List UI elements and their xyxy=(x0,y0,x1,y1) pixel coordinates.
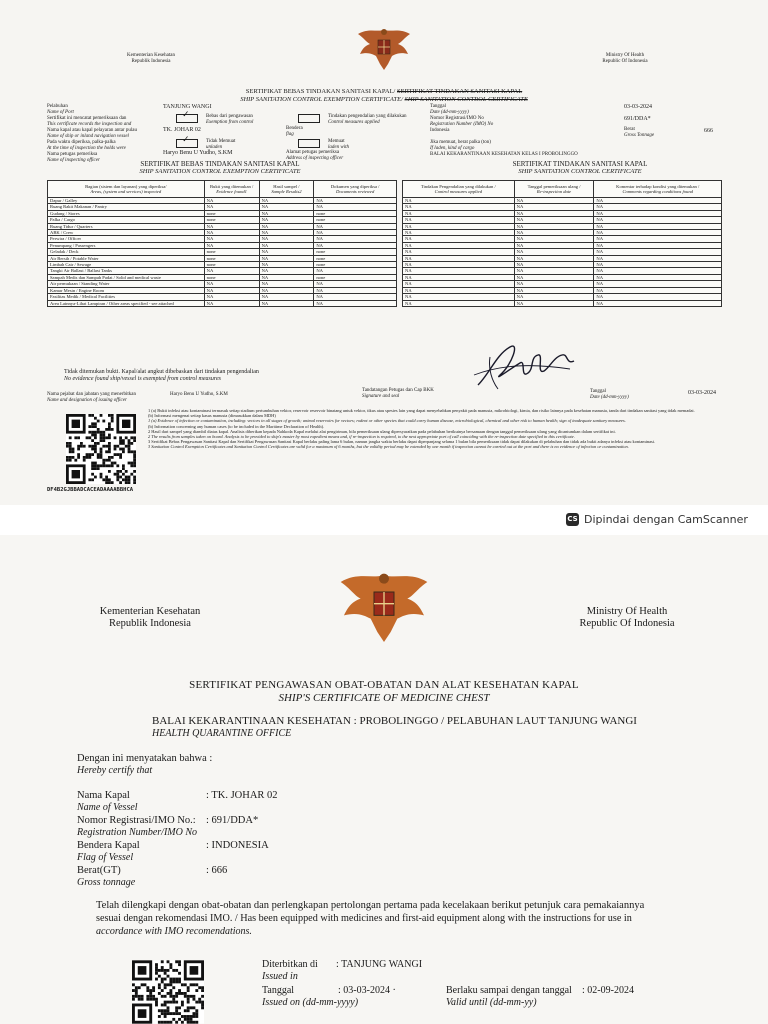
address-label-id: Alamat petugas pemeriksa xyxy=(286,150,340,155)
table-cell: NA xyxy=(403,294,515,300)
table-cell: NA xyxy=(259,230,314,236)
table-cell: none xyxy=(204,274,259,280)
table-cell: NA xyxy=(403,255,515,261)
p2-reg-label: Nomor Registrasi/IMO No.: xyxy=(77,815,196,826)
no-evidence-text: Tidak ditemukan bukti. Kapal/alat angkut dibebaskan dari tindakan pengendalian xyxy=(64,369,259,375)
table-cell: NA xyxy=(514,198,594,204)
port-value: TANJUNG WANGI xyxy=(163,104,212,110)
p2-issued-in-value: : TANJUNG WANGI xyxy=(336,959,423,970)
cargo-label-en: If laden, kind of cargo xyxy=(430,146,475,151)
table-cell: Sampah Medis dan Sampah Padat / Solid and medical waste xyxy=(48,274,205,280)
table-cell: NA xyxy=(594,249,722,255)
table-cell: Air permukaan / Standing Water xyxy=(48,281,205,287)
p2-reg-value: : 691/DDA* xyxy=(206,815,259,826)
table-cell: NA xyxy=(314,268,397,274)
table-cell: Palka / Cargo xyxy=(48,217,205,223)
table-cell: NA xyxy=(403,204,515,210)
reg-value: 691/DDA* xyxy=(624,116,651,122)
table-cell: Gudang / Stores xyxy=(48,210,205,216)
p2-certify: Dengan ini menyatakan bahwa : xyxy=(77,753,213,764)
table-cell: NA xyxy=(514,294,594,300)
port-label-en: Name of Port xyxy=(47,110,74,115)
table-cell: NA xyxy=(259,204,314,210)
table-cell: NA xyxy=(594,262,722,268)
sanitation-certificate-page xyxy=(0,0,768,505)
p2-gt-value: : 666 xyxy=(206,865,228,876)
ministry-right-line-2: Republic Of Indonesia xyxy=(602,59,648,64)
p2-issued-in-label: Diterbitkan di xyxy=(262,959,318,970)
table-cell: NA xyxy=(594,274,722,280)
table-cell: none xyxy=(314,262,397,268)
vessel-value: TK. JOHAR 02 xyxy=(163,127,201,133)
table-cell: NA xyxy=(403,236,515,242)
table-cell: NA xyxy=(514,287,594,293)
table-cell: NA xyxy=(204,287,259,293)
table-cell: NA xyxy=(259,249,314,255)
header-reinspection: Tanggal pemeriksaan ulang / Re-inspection date xyxy=(514,181,594,198)
table-cell: none xyxy=(204,217,259,223)
p2-vessel-label-en: Name of Vessel xyxy=(77,802,138,813)
title-exemption: SERTIFIKAT BEBAS TINDAKAN SANITASI KAPAL/ xyxy=(245,88,396,95)
signature-icon xyxy=(470,335,580,395)
table-cell: NA xyxy=(514,230,594,236)
table-cell: NA xyxy=(594,242,722,248)
p2-valid-label-en: Valid until (dd-mm-yy) xyxy=(446,997,537,1008)
qr-code-text: DF4B2GJBBADCACEADAAAABBHCA xyxy=(47,487,134,493)
p2-ministry-left-line-1: Kementerian Kesehatan xyxy=(99,606,201,617)
garuda-emblem-icon xyxy=(354,26,414,72)
table-cell: NA xyxy=(403,262,515,268)
table-cell: NA xyxy=(594,236,722,242)
ministry-right-line-1: Ministry Of Health xyxy=(605,53,645,58)
flag-label-en: flag xyxy=(286,132,294,137)
table-cell: NA xyxy=(204,223,259,229)
p2-flag-value: : INDONESIA xyxy=(206,840,269,851)
p2-ministry-left xyxy=(90,606,210,630)
table-cell: NA xyxy=(594,204,722,210)
table-cell: NA xyxy=(594,287,722,293)
footnote-3: 1 (a) Evidence of infection or contamination, including: vectors in all stages of growth; animal reservoirs for vectors; rodent or other species that could carry human disease, microbiological, chemical and other risk to human health; sign of inadequate sanitary measures. xyxy=(148,418,626,424)
date-value: 03-03-2024 xyxy=(624,104,652,110)
inspector-label: Nama petugas pemeriksa xyxy=(47,152,98,157)
table-cell: NA xyxy=(403,287,515,293)
laden-option-id: Memuat xyxy=(328,139,345,144)
table-cell: Perwira / Officer xyxy=(48,236,205,242)
exemption-option-en: Exemption from control xyxy=(206,120,254,125)
p2-issued-on-value: : 03-03-2024 · xyxy=(338,985,396,996)
table-cell: NA xyxy=(403,281,515,287)
gt-value: 666 xyxy=(704,128,713,134)
table-cell: NA xyxy=(259,242,314,248)
table-cell: NA xyxy=(314,198,397,204)
qr-code-icon xyxy=(66,414,136,484)
laden-checkbox xyxy=(298,139,320,148)
p2-ministry-right xyxy=(572,606,682,630)
table-cell: none xyxy=(314,255,397,261)
table-cell: NA xyxy=(403,300,515,306)
table-cell: NA xyxy=(204,281,259,287)
address-label-en: Address of inspecting officer xyxy=(286,156,344,161)
camscanner-badge xyxy=(566,513,748,526)
check-icon: ✓ xyxy=(182,110,190,120)
date-label: Tanggal xyxy=(430,104,447,109)
unladen-option-id: Tidak Memuat xyxy=(206,139,236,144)
table-cell: NA xyxy=(259,236,314,242)
p2-vessel-label: Nama Kapal xyxy=(77,790,130,801)
table-cell: NA xyxy=(594,294,722,300)
p2-office: BALAI KEKARANTINAAN KESEHATAN : PROBOLINGGO / PELABUHAN LAUT TANJUNG WANGI xyxy=(152,715,637,727)
right-field-labels xyxy=(430,104,630,158)
table-cell: NA xyxy=(594,255,722,261)
table-cell: NA xyxy=(204,294,259,300)
port-label: Pelabuhan xyxy=(47,104,68,109)
table-cell: NA xyxy=(514,217,594,223)
table-cell: Ruang Rakit Makanan / Pantry xyxy=(48,204,205,210)
table-cell: NA xyxy=(259,287,314,293)
certificate-title xyxy=(200,88,568,95)
table-cell: NA xyxy=(514,300,594,306)
sign-date-label xyxy=(590,389,629,401)
sign-date-label-id: Tanggal xyxy=(590,389,607,394)
gt-label xyxy=(624,127,654,139)
p2-valid-label: Berlaku sampai dengan tanggal xyxy=(446,985,572,996)
table-cell: none xyxy=(314,210,397,216)
inspection-table-header xyxy=(48,181,397,198)
p2-issued-on-label: Tanggal xyxy=(262,985,295,996)
signer-label-id: Nama pejabat dan jabatan yang menerbitkan xyxy=(47,392,136,397)
table-cell: NA xyxy=(259,198,314,204)
control-option-id: Tindakan pengendalian yang dilakukan xyxy=(328,114,407,119)
camscanner-text: Dipindai dengan CamScanner xyxy=(584,513,748,526)
holds-label-en: At the time of inspection the holds were xyxy=(47,146,126,151)
camscanner-logo-icon: CS xyxy=(566,513,579,526)
p2-ministry-right-line-2: Republic Of Indonesia xyxy=(579,618,675,629)
sign-label xyxy=(362,388,434,400)
signer-label-en: Name and designation of issuing officer xyxy=(47,398,127,403)
table-cell: Air Bersih / Potable Water xyxy=(48,255,205,261)
unladen-option-en: unladen xyxy=(206,145,223,150)
table-cell: none xyxy=(314,274,397,280)
signer-label xyxy=(47,392,136,404)
table-cell: NA xyxy=(594,300,722,306)
table-cell: NA xyxy=(594,210,722,216)
office-value: BALAI KEKARANTINAAN KESEHATAN KELAS I PROBOLINGGO xyxy=(430,152,578,157)
footnote-6: 2 The results from samples taken on board. Analysis to be provided to ship's master by most expedient means and, if re-inspection is required, to the next appropriate port of call coinciding with the re-inspection date specified in this certificate. xyxy=(148,434,575,440)
table-cell: NA xyxy=(259,255,314,261)
inspector-label-en: Name of inspecting officer xyxy=(47,158,100,163)
p2-statement-line-3: accordance with IMO recomendations. xyxy=(96,926,252,937)
table-cell: none xyxy=(204,210,259,216)
header-comments: Komentar terhadap kondisi yang ditemukan / Comments regarding conditions found xyxy=(594,181,722,198)
sign-label-en: Signature and seal xyxy=(362,394,400,399)
left-table-title-en: SHIP SANITATION CONTROL EXEMPTION CERTIFICATE xyxy=(139,168,301,175)
table-cell: NA xyxy=(259,281,314,287)
header-sample: Hasil sampel / Sample Results2 xyxy=(259,181,314,198)
reg-label-en: Registration Number (IMO) No xyxy=(430,122,494,127)
table-cell: NA xyxy=(594,230,722,236)
table-row xyxy=(48,300,397,306)
ship-name-label-en: Name of ship or inland navigation vessel xyxy=(47,134,129,139)
cargo-label: Jika memuat, berat palka (ton) xyxy=(430,140,491,145)
table-cell: ABK / Crew xyxy=(48,230,205,236)
table-cell: NA xyxy=(594,223,722,229)
right-table-title: SERTIFIKAT TINDAKAN SANITASI KAPAL xyxy=(512,160,648,168)
header-control-measures: Tindakan Pengendalian yang dilakukan / Control measures applied xyxy=(403,181,515,198)
table-cell: NA xyxy=(403,249,515,255)
left-field-labels xyxy=(47,104,155,164)
table-cell: NA xyxy=(259,274,314,280)
ministry-right xyxy=(592,53,658,65)
table-cell: NA xyxy=(259,223,314,229)
table-cell: NA xyxy=(314,236,397,242)
header-areas: Bagian (sistem dan layanan) yang diperiksa/ Areas, (system and services) inspected xyxy=(48,181,205,198)
title-control-en-struck: SHIP SANITATION CONTROL CERTIFICATE xyxy=(404,96,528,103)
right-table-title-en: SHIP SANITATION CONTROL CERTIFICATE xyxy=(518,168,642,175)
ministry-left-line-1: Kementerian Kesehatan xyxy=(127,53,175,58)
laden-option-en: laden with xyxy=(328,145,349,150)
footnote-5: 2 Hasil dari sampel yang diambil diatas kapal. Analisis diberikan kepada Nahkoda Kapal melalui alat pengiriman, bila pemeriksaan ulang dipersyaratkan pada pelabuhan berikutnya bersamaan dengan tanggal pemeriksaan ulang yang dicantumkan dalam sertifikat ini. xyxy=(148,428,616,434)
table-cell: Limbah Cair / Sewage xyxy=(48,262,205,268)
table-cell: NA xyxy=(514,242,594,248)
footnote-7: 3 Sertifikat Bebas Pengawasan Sanitasi Kapal dan Sertifikat Pengawasan Sanitasi Kapal berlaku paling lama 6 bulan, namun jangka waktu berlaku dapat diperpanjang selama 1 bulan bila pemeriksaan tidak dapat dilakukan di pelabuhan dan tidak ada bukti adanya infeksi atau kontaminasi. xyxy=(148,439,656,445)
table-cell: NA xyxy=(514,210,594,216)
table-cell: NA xyxy=(594,268,722,274)
table-cell: NA xyxy=(514,281,594,287)
table-cell: NA xyxy=(204,230,259,236)
officer-value: Haryo Benu U Yudho, S.KM xyxy=(163,150,233,156)
table-cell: NA xyxy=(403,230,515,236)
footnote-2: (b) Informasi mengenai setiap kasus manusia (dimasukkan dalam MDH) xyxy=(148,413,276,419)
control-option-en: Control measures applied xyxy=(328,120,380,125)
table-cell: NA xyxy=(403,223,515,229)
table-cell: NA xyxy=(314,300,397,306)
table-cell: none xyxy=(314,249,397,255)
signer-value: Haryo Benu U Yudho, S.KM xyxy=(170,392,228,397)
table-cell: Fasilitas Medik / Medical Facilities xyxy=(48,294,205,300)
table-cell: NA xyxy=(204,236,259,242)
table-cell: NA xyxy=(259,262,314,268)
table-cell: none xyxy=(204,255,259,261)
ministry-left-line-2: Republik Indonesia xyxy=(131,59,171,64)
no-evidence-text-en: No evidence found ship/vessel is exempted from control measures xyxy=(64,376,221,382)
p2-valid-value: : 02-09-2024 xyxy=(582,985,634,996)
table-cell: NA xyxy=(514,274,594,280)
footnote-8: 3 Sanitation Control Exemption Certificates and Sanitation Control Certificates are valid for a maximum of 6 months, but the validity period may be extended by one month if inspection cannot be carried out at the port and there is no evidence of infection or contamination. xyxy=(148,444,629,450)
sign-label-id: Tandatangan Petugas dan Cap BKK xyxy=(362,388,434,393)
table-cell: NA xyxy=(259,294,314,300)
left-table-title: SERTIFIKAT BEBAS TINDAKAN SANITASI KAPAL xyxy=(140,160,300,168)
table-cell: NA xyxy=(514,204,594,210)
certificate-title-en xyxy=(200,96,568,103)
table-cell: NA xyxy=(594,281,722,287)
table-cell: NA xyxy=(259,210,314,216)
garuda-emblem-icon xyxy=(334,567,434,647)
flag-label-id: Bendera xyxy=(286,126,303,131)
table-cell: none xyxy=(314,217,397,223)
header-evidence: Bukti yang ditemukan / Evidence found1 xyxy=(204,181,259,198)
footnotes xyxy=(148,408,728,450)
table-cell: NA xyxy=(204,242,259,248)
flag-label xyxy=(286,126,303,138)
control-table-header xyxy=(403,181,722,198)
exemption-option xyxy=(206,114,253,126)
control-option xyxy=(328,114,407,126)
table-cell: NA xyxy=(314,287,397,293)
records-label: Sertifikat ini mencatat pemeriksaan dan xyxy=(47,116,127,121)
p2-title: SERTIFIKAT PENGAWASAN OBAT-OBATAN DAN ALAT KESEHATAN KAPAL xyxy=(189,679,579,691)
p2-statement-line-1: Telah dilengkapi dengan obat-obatan dan perlengkapan pertolongan pertama pada kecelakaan berikut petunjuk cara pemakaiannya xyxy=(96,900,645,911)
records-label-en: This certificate records the inspection and xyxy=(47,122,132,127)
table-cell: none xyxy=(204,249,259,255)
table-cell: NA xyxy=(259,268,314,274)
p2-office-en: HEALTH QUARANTINE OFFICE xyxy=(152,728,292,739)
table-cell: NA xyxy=(403,274,515,280)
table-cell: NA xyxy=(403,268,515,274)
sign-date-value: 03-03-2024 xyxy=(688,390,716,396)
p2-ministry-right-line-1: Ministry Of Health xyxy=(586,606,668,617)
table-cell: NA xyxy=(594,217,722,223)
table-cell: Area Lainnya-Lihat Lampiran / Other areas specified - see attached xyxy=(48,300,205,306)
date-label-en: Date (dd-mm-yyyy) xyxy=(430,110,469,115)
table-cell: NA xyxy=(204,204,259,210)
exemption-option-id: Bebas dari pengawasan xyxy=(206,114,253,119)
title-control-struck: SERTIFIKAT TINDAKAN SANITASI KAPAL xyxy=(397,88,523,95)
table-cell: NA xyxy=(403,217,515,223)
control-checkbox xyxy=(298,114,320,123)
table-cell: NA xyxy=(204,268,259,274)
table-cell: Tangki Air Ballast / Ballast Tanks xyxy=(48,268,205,274)
table-cell: NA xyxy=(204,300,259,306)
table-cell: NA xyxy=(403,198,515,204)
footnote-1: 1 (a) Bukti infeksi atau kontaminasi termasuk setiap stadium pertumbuhan vektor, reservoir reservoir binatang untuk vektor, tikus atau spesies lain yang dapat menyebabkan penyakit pada manusia, mikrobiologi, kimia, dan risiko lainnya pada kesehatan manusia, tanda dari tindakan sanitasi yang tidak memadai. xyxy=(148,408,695,413)
p2-reg-label-en: Registration Number/IMO No xyxy=(77,827,197,838)
p2-flag-label: Bendera Kapal xyxy=(77,840,140,851)
table-cell: Ruang Tidur / Quarters xyxy=(48,223,205,229)
table-row xyxy=(403,300,722,306)
table-cell: NA xyxy=(403,242,515,248)
ship-name-label: Nama kapal atau kapal pelayaran antar pulau xyxy=(47,128,137,133)
inspection-table xyxy=(47,180,397,307)
p2-issued-on-label-en: Issued on (dd-mm-yyyy) xyxy=(262,997,359,1008)
table-cell: NA xyxy=(514,268,594,274)
table-cell: NA xyxy=(259,300,314,306)
gt-label-en: Gross Tonnage xyxy=(624,133,655,138)
p2-statement-line-2: sesuai dengan rekomendasi IMO. / Has been equipped with medicines and first-aid equipment along with the instructions for use in xyxy=(96,913,632,924)
table-cell: NA xyxy=(514,255,594,261)
p2-title-en: SHIP'S CERTIFICATE OF MEDICINE CHEST xyxy=(278,692,490,704)
medicine-chest-certificate-page xyxy=(0,535,768,1024)
gt-label-id: Berat xyxy=(624,127,635,132)
table-cell: NA xyxy=(514,223,594,229)
table-cell: NA xyxy=(259,217,314,223)
table-cell: NA xyxy=(314,281,397,287)
p2-ministry-left-line-2: Republik Indonesia xyxy=(109,618,191,629)
p2-flag-label-en: Flag of Vessel xyxy=(77,852,134,863)
table-cell: NA xyxy=(594,198,722,204)
table-cell: none xyxy=(204,262,259,268)
control-measures-table xyxy=(402,180,722,307)
ministry-left xyxy=(116,53,186,65)
check-icon: ✓ xyxy=(182,135,190,145)
title-exemption-en: SHIP SANITATION CONTROL EXEMPTION CERTIFICATE/ xyxy=(240,96,403,103)
table-cell: NA xyxy=(314,223,397,229)
p2-gt-label: Berat(GT) xyxy=(77,865,121,876)
table-cell: NA xyxy=(403,210,515,216)
table-cell: Kamar Mesin / Engine Room xyxy=(48,287,205,293)
flag-value: Indonesia xyxy=(430,128,450,133)
qr-code-icon xyxy=(132,960,204,1024)
table-cell: NA xyxy=(514,262,594,268)
footnote-4: (b) Information concerning any human cases (to be included in the Maritime Declaration of Health). xyxy=(148,423,325,429)
table-cell: NA xyxy=(314,230,397,236)
table-cell: Penumpang / Passengers xyxy=(48,242,205,248)
header-documents: Dokumen yang diperiksa / Documents reviewed xyxy=(314,181,397,198)
table-cell: NA xyxy=(314,242,397,248)
p2-certify-en: Hereby certify that xyxy=(77,765,153,776)
table-cell: Dapur / Galley xyxy=(48,198,205,204)
table-cell: NA xyxy=(514,249,594,255)
p2-gt-label-en: Gross tonnage xyxy=(77,877,136,888)
p2-vessel-value: : TK. JOHAR 02 xyxy=(206,790,278,801)
sign-date-label-en: Date (dd-mm-yyyy) xyxy=(590,395,629,400)
table-cell: NA xyxy=(314,204,397,210)
reg-label: Nomor Registrasi/IMO No xyxy=(430,116,484,121)
table-cell: Geladak / Deck xyxy=(48,249,205,255)
holds-label: Pada waktu diperiksa, palka-palka xyxy=(47,140,116,145)
table-cell: NA xyxy=(204,198,259,204)
table-cell: NA xyxy=(314,294,397,300)
table-cell: NA xyxy=(514,236,594,242)
p2-issued-in-label-en: Issued in xyxy=(262,971,298,982)
